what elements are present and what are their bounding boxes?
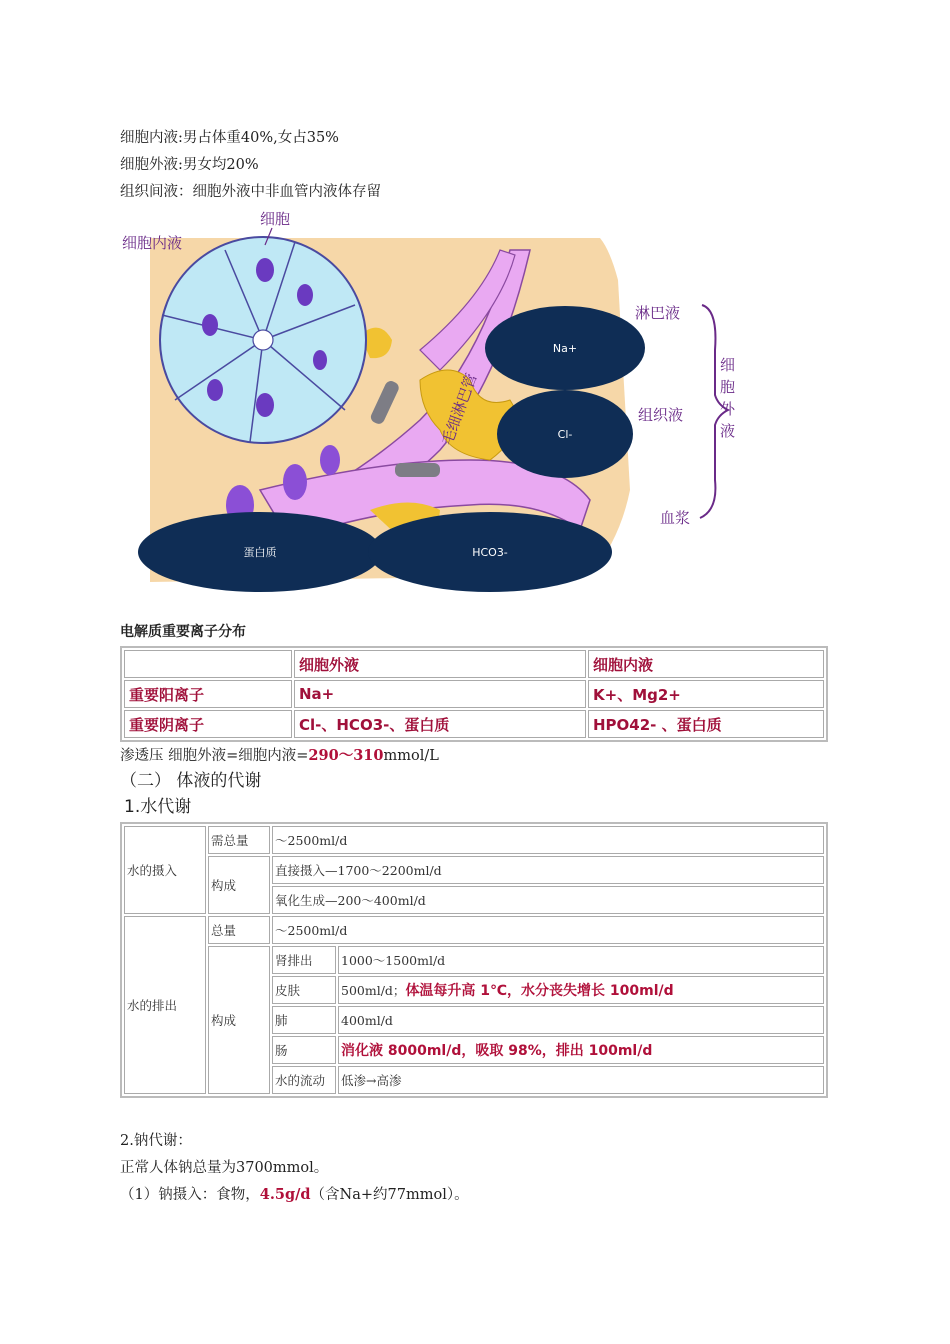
skin-note: 体温每升高 1℃，水分丧失增长 100ml/d bbox=[405, 983, 674, 999]
osmotic-unit: mmol/L bbox=[383, 748, 439, 764]
intro-line-icf: 细胞内液:男占体重40%,女占35% bbox=[120, 130, 339, 146]
label-icf: 细胞内液 bbox=[122, 234, 183, 252]
sodium-intake bbox=[120, 1185, 469, 1205]
table-cell: ～2500ml/d bbox=[272, 916, 824, 944]
sodium-total: 正常人体钠总量为3700mmol。 bbox=[120, 1160, 329, 1176]
table-cell: 1000～1500ml/d bbox=[338, 946, 824, 974]
flow-label: 水的流动 bbox=[272, 1066, 336, 1094]
label-plasma: 血浆 bbox=[660, 509, 691, 527]
table-cell: 氧化生成—200～400ml/d bbox=[272, 886, 824, 914]
label-lymph-vessel: 毛细淋巴管 bbox=[438, 370, 481, 448]
intro-line-ecf: 细胞外液:男女均20% bbox=[120, 157, 259, 173]
table-row bbox=[124, 826, 824, 854]
ion-protein-label: 蛋白质 bbox=[243, 546, 277, 559]
header-cell bbox=[124, 650, 292, 678]
table-cell: 需总量 bbox=[208, 826, 270, 854]
sodium-intake-suffix: （含Na+约77mmol）。 bbox=[310, 1187, 469, 1203]
table-cell: 构成 bbox=[208, 856, 270, 914]
blood-cell-3 bbox=[320, 445, 340, 475]
table-cell: 直接摄入—1700～2200ml/d bbox=[272, 856, 824, 884]
blood-cell-2 bbox=[283, 464, 307, 500]
label-ecf: 细胞外液 bbox=[720, 356, 736, 440]
output-label: 水的排出 bbox=[124, 916, 206, 1094]
label-cell: 细胞 bbox=[260, 210, 291, 228]
table-row bbox=[124, 946, 824, 974]
water-title: 1.水代谢 bbox=[124, 797, 192, 817]
table-cell: 消化液 8000ml/d，吸取 98%，排出 100ml/d bbox=[338, 1036, 824, 1064]
water-metabolism-table bbox=[120, 822, 828, 1098]
table-cell: ～2500ml/d bbox=[272, 826, 824, 854]
row-label: 重要阴离子 bbox=[124, 710, 292, 738]
sodium-intake-value: 4.5g/d bbox=[259, 1186, 311, 1203]
osmotic-line bbox=[120, 746, 439, 766]
table-row bbox=[124, 680, 824, 708]
intake-label: 水的摄入 bbox=[124, 826, 206, 914]
table-cell: 低渗→高渗 bbox=[338, 1066, 824, 1094]
table-row bbox=[124, 710, 824, 738]
table-cell: 皮肤 bbox=[272, 976, 336, 1004]
section2-title: （二） 体液的代谢 bbox=[120, 771, 262, 791]
table-cell: Na+ bbox=[294, 680, 586, 708]
header-cell: 细胞内液 bbox=[588, 650, 824, 678]
sodium-intake-prefix: （1）钠摄入：食物， bbox=[120, 1187, 260, 1203]
osmotic-prefix: 渗透压 细胞外液=细胞内液= bbox=[120, 748, 309, 764]
row-label: 重要阳离子 bbox=[124, 680, 292, 708]
table-cell: 总量 bbox=[208, 916, 270, 944]
table-cell: 肠 bbox=[272, 1036, 336, 1064]
ion-cl-label: Cl- bbox=[557, 428, 573, 441]
table-cell: Cl-、HCO3-、蛋白质 bbox=[294, 710, 586, 738]
table-cell bbox=[338, 976, 824, 1004]
table-cell: 肾排出 bbox=[272, 946, 336, 974]
grey-cell-2 bbox=[395, 463, 440, 477]
cell-cluster bbox=[160, 237, 366, 443]
ion-hco3-label: HCO3- bbox=[472, 546, 508, 559]
osmotic-value: 290～310 bbox=[308, 747, 384, 764]
ion-section-title: 电解质重要离子分布 bbox=[120, 624, 246, 640]
table-cell: K+、Mg2+ bbox=[588, 680, 824, 708]
table-cell: HPO42- 、蛋白质 bbox=[588, 710, 824, 738]
table-row bbox=[124, 916, 824, 944]
table-row bbox=[124, 650, 824, 678]
ion-na-label: Na+ bbox=[552, 342, 578, 355]
skin-val: 500ml/d； bbox=[341, 983, 406, 998]
ion-distribution-table bbox=[120, 646, 828, 742]
label-interstitial: 组织液 bbox=[638, 406, 684, 424]
label-lymph: 淋巴液 bbox=[635, 304, 681, 322]
table-cell: 400ml/d bbox=[338, 1006, 824, 1034]
sodium-title: 2.钠代谢： bbox=[120, 1133, 192, 1149]
body-fluid-diagram bbox=[120, 210, 736, 595]
table-cell: 肺 bbox=[272, 1006, 336, 1034]
header-cell: 细胞外液 bbox=[294, 650, 586, 678]
intro-line-interstitial: 组织间液：细胞外液中非血管内液体存留 bbox=[120, 184, 381, 200]
table-row bbox=[124, 856, 824, 884]
table-cell: 构成 bbox=[208, 946, 270, 1094]
